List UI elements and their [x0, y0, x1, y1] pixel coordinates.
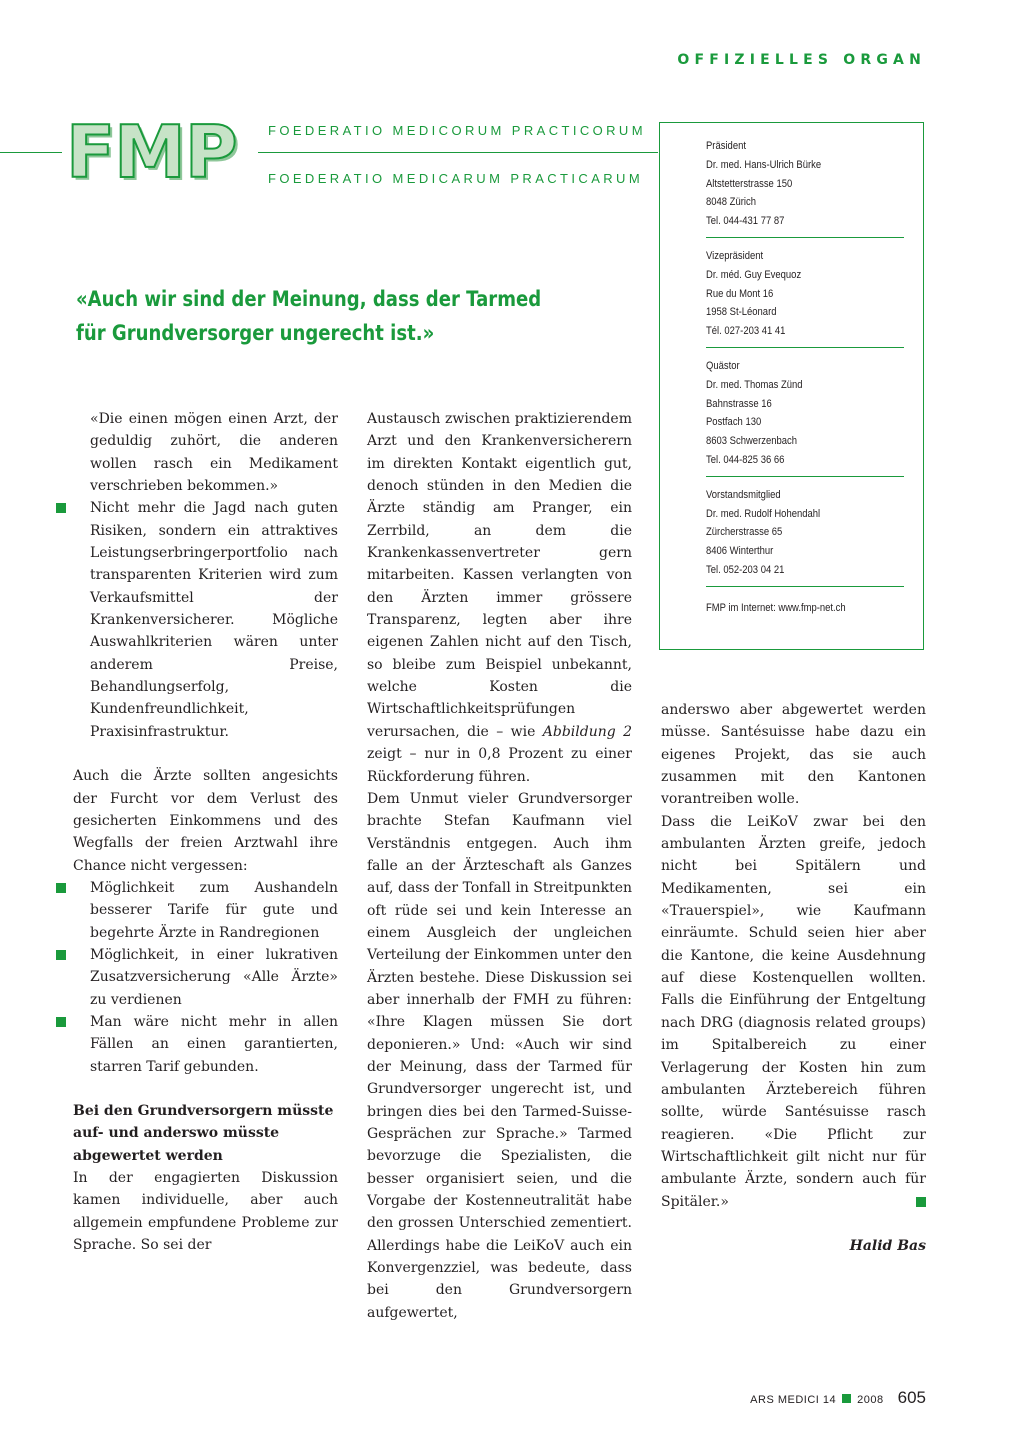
contact-block: [706, 486, 904, 587]
contact-block: [706, 137, 904, 238]
journal-year: 2008: [857, 1394, 884, 1406]
contact-line: Altstetterstrasse 150: [706, 177, 793, 190]
contact-line: Bahnstrasse 16: [706, 397, 772, 410]
body-paragraph: Auch die Ärzte sollten angesichts der Furcht vor dem Verlust des gesicherten Einkommens und des Wegfalls der freien Arztwahl ihre Chance nicht vergessen:: [73, 768, 338, 874]
journal-name: ARS MEDICI 14: [750, 1394, 837, 1406]
contact-line: 8048 Zürich: [706, 196, 756, 209]
contact-role: Präsident: [706, 140, 746, 152]
contact-line: Zürcherstrasse 65: [706, 526, 783, 539]
bullet-item: [73, 877, 338, 944]
contact-line: Dr. méd. Guy Evequoz: [706, 268, 802, 281]
end-of-article-mark: [916, 1197, 926, 1207]
contact-role: Vizepräsident: [706, 249, 764, 262]
org-name-line1: FOEDERATIO MEDICORUM PRACTICORUM: [268, 123, 646, 138]
subheading: Bei den Grundversorgern müsste auf- und anderswo müsste abgewertet werden: [73, 1102, 334, 1164]
author-signature: Halid Bas: [849, 1237, 926, 1254]
contact-line: Postfach 130: [706, 416, 762, 429]
footer-square-icon: [842, 1394, 851, 1403]
contact-role: Quästor: [706, 359, 740, 372]
bullet-item: [73, 944, 338, 1011]
body-paragraph: Dem Unmut vieler Grundversorger brachte Stefan Kaufmann viel Verständnis entgegen. Auch ihm falle an der Ärzteschaft als Ganzes auf, dass der Tonfall in Streitpunkten oft rüde sei und kein Interesse an einem Ausgleich der ungleichen Verteilung der Einkommen unter den Ärzten bestehe. Diese Diskussion sei aber innerhalb der FMH zu führen: «Ihre Klagen müssen Sie dort deponieren.» Und: «Auch wir sind der Meinung, dass der Tarmed für Grundversorger ungerecht ist, und bringen dies bei den Tarmed-Suisse-Gesprächen zur Sprache.» Tarmed bevorzuge die Spezialisten, die besser organisiert seien, und die Vorgabe der Kostenneutralität habe den grossen Unterschied zementiert. Allerdings habe die LeiKoV auch ein Konvergenzziel, was bedeute, dass bei den Grundversorgern aufgewertet,: [367, 790, 632, 1321]
contact-line: Tél. 027-203 41 41: [706, 325, 786, 338]
green-square-bullet: [56, 950, 66, 960]
contact-line: Tel. 044-825 36 66: [706, 453, 785, 466]
green-square-bullet: [56, 1017, 66, 1027]
org-name-line2: FOEDERATIO MEDICARUM PRACTICARUM: [268, 171, 644, 186]
body-paragraph: In der engagierten Diskussion kamen individuelle, aber auch allgemein empfundene Probleme zur Sprache. So sei der: [73, 1170, 338, 1254]
contact-line: Dr. med. Rudolf Hohendahl: [706, 507, 821, 520]
column-2: [367, 408, 632, 1324]
contact-line: Tel. 052-203 04 21: [706, 563, 785, 576]
contact-line: Tel. 044-431 77 87: [706, 215, 785, 228]
bullet-text: Möglichkeit zum Aushandeln besserer Tarife für gute und begehrte Ärzte in Randregionen: [90, 879, 338, 941]
bullet-text: Man wäre nicht mehr in allen Fällen an einen garantierten, starren Tarif gebunden.: [90, 1013, 338, 1075]
logo-rule-right: [258, 152, 658, 153]
section-kicker: OFFIZIELLES ORGAN: [677, 52, 926, 68]
contact-block: [706, 357, 904, 477]
bullet-item: [73, 1011, 338, 1078]
column-1: [73, 408, 338, 1256]
page-footer: [750, 1388, 926, 1408]
body-paragraph: Austausch zwischen praktizierendem Arzt und den Krankenversicherern im direkten Kontakt eigentlich gut, denoch stünden in den Medien die Ärzte ständig am Pranger, ein Zerrbild, an dem die Krankenkassenvertreter gern mitarbeiten. Kassen verlangten von den Ärzten immer grössere Transparenz, legten aber ihre eigenen Zahlen nicht auf den Tisch, so bleibe zum Beispiel unbekannt, welche Kosten die Wirtschaftlichkeitsprüfungen verursachen, die – wie Abbildung 2 zeigt – nur in 0,8 Prozent zu einer Rückforderung führen.: [367, 411, 633, 785]
contact-role: Vorstandsmitglied: [706, 488, 781, 501]
quote-paragraph: «Die einen mögen einen Arzt, der geduldig zuhört, die anderen wollen rasch ein Medikament verschrieben bekommen.»: [90, 411, 338, 495]
body-paragraph: anderswo aber abgewertet werden müsse. Santésuisse habe dazu ein eigenes Projekt, das sie auch zusammen mit den Kantonen vorantreiben wolle.: [661, 702, 926, 808]
bullet-item: [73, 497, 338, 743]
fmp-logo: FMP: [66, 110, 237, 194]
page-number: 605: [897, 1388, 926, 1407]
website-link[interactable]: FMP im Internet: www.fmp-net.ch: [706, 601, 846, 614]
contact-block: [706, 247, 904, 348]
figure-reference: Abbildung 2: [542, 723, 633, 740]
bullet-text: Nicht mehr die Jagd nach guten Risiken, sondern ein attraktives Leistungserbringerportfolio nach transparenten Kriterien wird zum Verkaufsmittel der Krankenversicherer. Mögliche Auswahlkriterien wären unter anderem Preise, Behandlungserfolg, Kundenfreundlichkeit, Praxisinfrastruktur.: [90, 500, 338, 740]
contact-box: [659, 122, 924, 650]
contact-line: 8406 Winterthur: [706, 545, 774, 558]
contact-line: 8603 Schwerzenbach: [706, 435, 797, 448]
headline: «Auch wir sind der Meinung, dass der Tarmed für Grundversorger ungerecht ist.»: [76, 287, 542, 345]
bullet-text: Möglichkeit, in einer lukrativen Zusatzversicherung «Alle Ärzte» zu verdienen: [90, 946, 338, 1008]
contact-line: Rue du Mont 16: [706, 287, 774, 300]
logo-rule-left: [0, 152, 62, 153]
contact-line: Dr. med. Thomas Zünd: [706, 378, 803, 391]
contact-line: Dr. med. Hans-Ulrich Bürke: [706, 158, 822, 171]
body-paragraph: Dass die LeiKoV zwar bei den ambulanten Ärzten greife, jedoch nicht bei Spitälern und Medikamenten, sei ein «Trauerspiel», wie Kaufmann einräumte. Schuld seien hier aber die Kantone, die keine Ausdehnung auf diese Kostenquellen wollten. Falls die Einführung der Entgeltung nach DRG (diagnosis related groups) im Spitalbereich zu einer Verlagerung der Kosten hin zum ambulanten Ärztebereich führen sollte, würde Santésuisse rasch reagieren. «Die Pflicht zur Wirtschaftlichkeit gilt nicht nur für ambulante Ärzte, sondern auch für Spitäler.»: [661, 813, 926, 1210]
green-square-bullet: [56, 503, 66, 513]
column-3: [661, 699, 926, 1257]
contact-line: 1958 St-Léonard: [706, 306, 777, 319]
green-square-bullet: [56, 883, 66, 893]
